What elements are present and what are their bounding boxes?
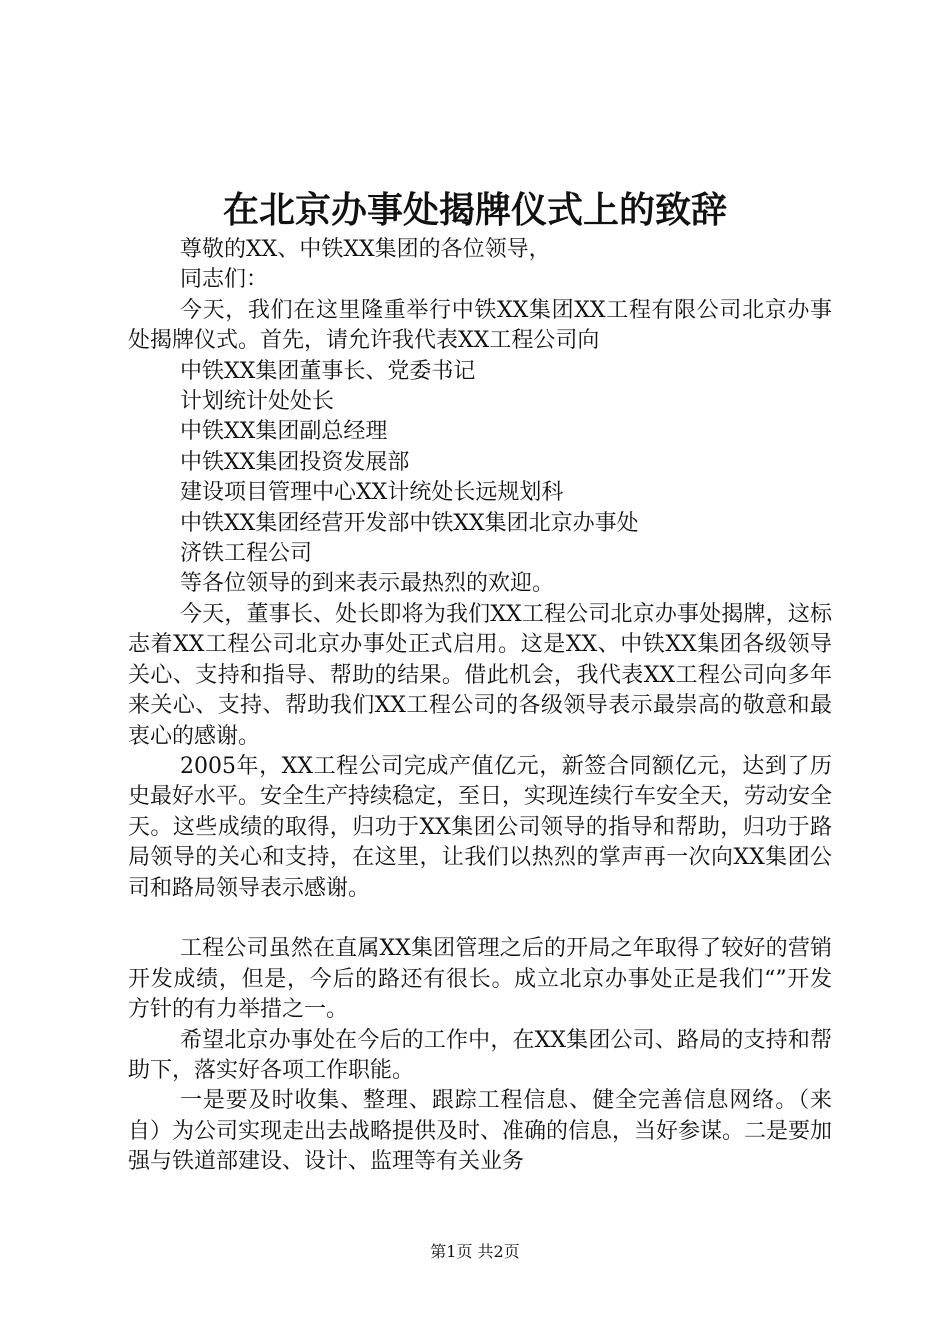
body-paragraph: 一是要及时收集、整理、跟踪工程信息、健全完善信息网络。（来自）为公司实现走出去战略提供及时、准确的信息，当好参谋。二是要加强与铁道部建设、设计、监理等有关业务 (128, 1088, 833, 1175)
guest-list-item: 建设项目管理中心XX计统处长远规划科 (180, 480, 564, 506)
body-paragraph: 工程公司虽然在直属XX集团管理之后的开局之年取得了较好的营销开发成绩，但是，今后的路还有很长。成立北京办事处正是我们“”开发方针的有力举措之一。 (128, 936, 832, 1023)
guest-list-item: 计划统计处处长 (180, 389, 335, 415)
body-paragraph: 今天，董事长、处长即将为我们XX工程公司北京办事处揭牌，这标志着XX工程公司北京办事处正式启用。这是XX、中铁XX集团各级领导关心、支持和指导、帮助的结果。借此机会，我代表XX工程公司向多年来关心、支持、帮助我们XX工程公司的各级领导表示最崇高的敬意和最衷心的感谢。 (128, 601, 832, 749)
welcome-paragraph: 等各位领导的到来表示最热烈的欢迎。 (180, 571, 555, 597)
page-footer: 第1页 共2页 (430, 1242, 520, 1261)
guest-list-item: 济铁工程公司 (180, 541, 313, 567)
document-body (128, 235, 832, 1178)
paragraph-gap (128, 904, 832, 934)
body-paragraph: 2005年，XX工程公司完成产值亿元，新签合同额亿元，达到了历史最好水平。安全生产持续稳定，至日，实现连续行车安全天，劳动安全天。这些成绩的取得，归功于XX集团公司领导的指导和帮助，归功于路局领导的关心和支持，在这里，让我们以热烈的掌声再一次向XX集团公司和路局领导表示感谢。 (128, 753, 833, 901)
guest-list-item: 中铁XX集团董事长、党委书记 (180, 358, 476, 384)
salutation-line: 尊敬的XX、中铁XX集团的各位领导， (180, 237, 551, 262)
body-paragraph: 希望北京办事处在今后的工作中，在XX集团公司、路局的支持和帮助下，落实好各项工作职能。 (128, 1027, 832, 1083)
guest-list-item: 中铁XX集团经营开发部中铁XX集团北京办事处 (180, 510, 639, 536)
intro-paragraph: 今天，我们在这里隆重举行中铁XX集团XX工程有限公司北京办事处揭牌仪式。首先，请允许我代表XX工程公司向 (128, 297, 832, 354)
guest-list-item: 中铁XX集团投资发展部 (180, 449, 410, 475)
document-title: 在北京办事处揭牌仪式上的致辞 (222, 189, 727, 231)
guest-list-item: 中铁XX集团副总经理 (180, 419, 388, 445)
salutation-line: 同志们： (180, 267, 269, 293)
